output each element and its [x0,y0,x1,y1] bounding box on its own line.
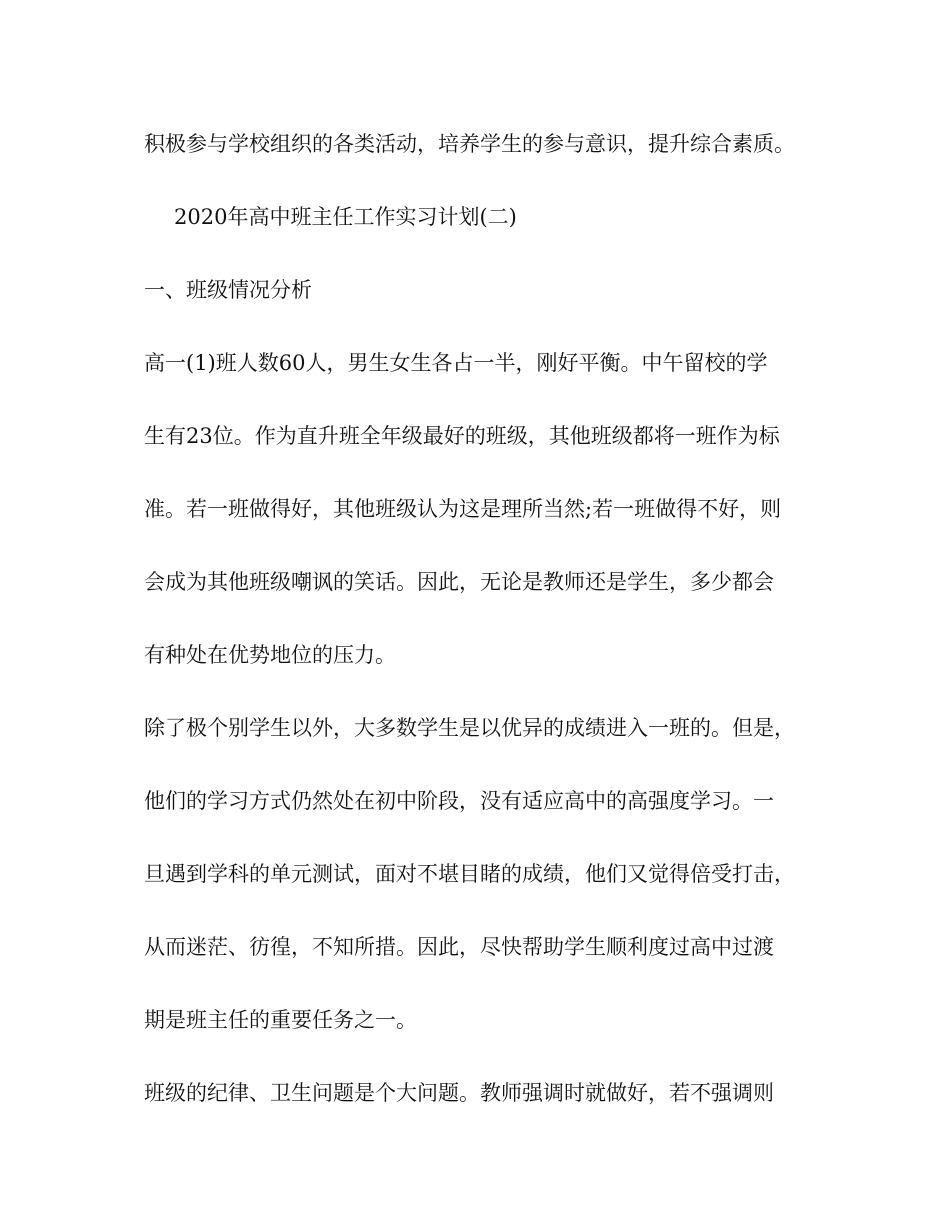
section-title: 2020年高中班主任工作实习计划(二) [174,205,517,229]
paragraph-line: 班级的纪律、卫生问题是个大问题。教师强调时就做好，若不强调则 [144,1081,774,1105]
paragraph-line: 他们的学习方式仍然处在初中阶段，没有适应高中的高强度学习。一 [144,789,774,813]
paragraph-line: 期是班主任的重要任务之一。 [144,1008,417,1032]
paragraph-line: 积极参与学校组织的各类活动，培养学生的参与意识，提升综合素质。 [144,132,795,156]
paragraph-line: 准。若一班做得好，其他班级认为这是理所当然;若一班做得不好，则 [144,497,782,521]
paragraph-line: 有种处在优势地位的压力。 [144,643,396,667]
paragraph-line: 高一(1)班人数60人，男生女生各占一半，刚好平衡。中午留校的学 [144,351,768,375]
paragraph-line: 从而迷茫、彷徨，不知所措。因此，尽快帮助学生顺利度过高中过渡 [144,935,774,959]
paragraph-line: 生有23位。作为直升班全年级最好的班级，其他班级都将一班作为标 [144,424,780,448]
section-heading: 一、班级情况分析 [144,278,312,302]
paragraph-line: 会成为其他班级嘲讽的笑话。因此，无论是教师还是学生，多少都会 [144,570,774,594]
paragraph-line: 旦遇到学科的单元测试，面对不堪目睹的成绩，他们又觉得倍受打击， [144,862,795,886]
paragraph-line: 除了极个别学生以外，大多数学生是以优异的成绩进入一班的。但是， [144,716,795,740]
